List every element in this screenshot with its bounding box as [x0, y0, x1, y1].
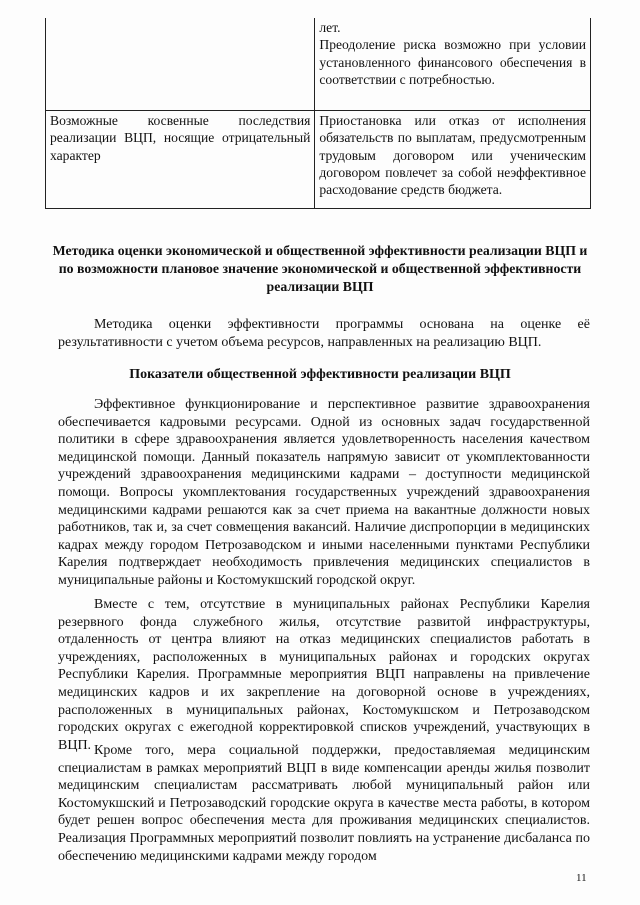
table-cell: Приостановка или отказ от исполнения обязательств по выплатам, предусмотренным трудовым договором или ученическим договором повлечет за собой неэффективное расходование средств бюджета. [315, 111, 591, 209]
section-heading-methodology: Методика оценки экономической и общественной эффективности реализации ВЦП и по возможности плановое значение экономической и общественной эффективности реализации ВЦП [52, 243, 588, 294]
paragraph-text: Кроме того, мера социальной поддержки, предоставляемая медицинским специалистам в рамках мероприятий ВЦП в виде компенсации аренды жилья позволит медицинским специалистам рассматривать любой муниципальный район или Костомукшский и Петрозаводский городские округа в качестве места работы, в котором будет решен вопрос обеспечения места для проживания медицинских специалистов. Реализация Программных мероприятий позволит повлиять на устранение дисбаланса по обеспечению медицинскими кадрами между городом [58, 743, 590, 864]
paragraph-text: Эффективное функционирование и перспективное развитие здравоохранения обеспечивается кадровыми ресурсами. Одной из основных задач государственной политики в сфере здравоохранения является удовлетворенность населения качеством медицинской помощи. Данный показатель напрямую зависит от укомплектованности учреждений здравоохранения медицинскими кадрами – доступности медицинской помощи. Вопросы укомплектования государственных учреждений здравоохранения медицинскими кадрами решаются как за счет приема на вакантные должности новых работников, так и, за счет совмещения вакансий. Наличие диспропорции в медицинских кадрах между городом Петрозаводском и иными населенными пунктами Республики Карелия подтверждает необходимость привлечения медицинских специалистов в муниципальные районы и Костомукшский городской округ. [58, 397, 590, 588]
section-heading-indicators: Показатели общественной эффективности реализации ВЦП [129, 367, 511, 382]
page-number: 11 [576, 872, 587, 884]
paragraph-text: Вместе с тем, отсутствие в муниципальных районах Республики Карелия резервного фонда служебного жилья, отсутствие развитой инфраструктуры, отдаленность от центра влияют на отказ медицинских специалистов работать в учреждениях, расположенных в муниципальных районах и городских округах Республики Карелия. Программные мероприятия ВЦП направлены на привлечение медицинских кадров и их закрепление на договорной основе в учреждениях, расположенных в муниципальных районах, Костомукшском и Петрозаводском городских округах с ежегодной корректировкой списков учреждений, участвующих в ВЦП. [58, 597, 590, 753]
risk-table [45, 18, 591, 209]
paragraph [58, 742, 590, 865]
paragraph-text: Методика оценки эффективности программы основана на оценке её результативности с учетом объема ресурсов, направленных на реализацию ВЦП. [58, 317, 590, 350]
table-row [46, 18, 591, 111]
table-cell [315, 18, 591, 111]
table-cell-text: лет. Преодоление риска возможно при условии установленного финансового обеспечения в соответствии с потребностью. [319, 20, 586, 87]
paragraph [58, 316, 590, 351]
table-cell: Возможные косвенные последствия реализации ВЦП, носящие отрицательный характер [46, 111, 315, 209]
paragraph [58, 396, 590, 590]
paragraph [58, 596, 590, 754]
table-cell [46, 18, 315, 111]
table-row [46, 111, 591, 209]
